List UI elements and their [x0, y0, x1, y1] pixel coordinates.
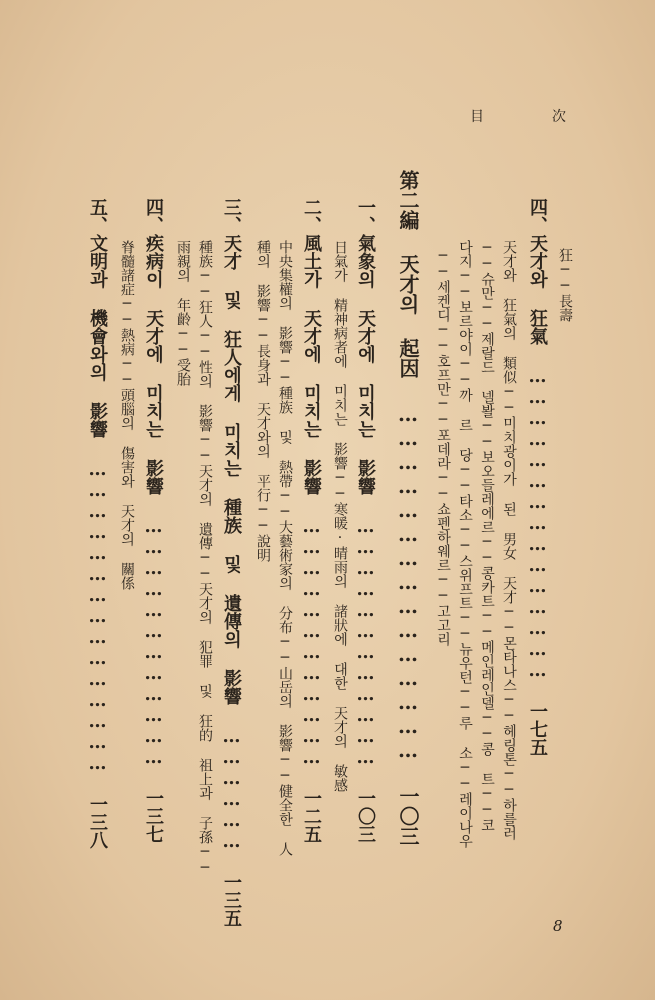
toc-line-11: 中央集權의 影響──種族 및 熱帶──大藝術家의 分布──山岳의 影響──健全한 人: [277, 240, 293, 856]
toc-section-4: 四、天才와 狂氣 ……………………………………… 一七五: [527, 198, 548, 756]
toc-line-14: 種族──狂人──性의 影響──天才의 遺傳──天才의 犯罪 및 狂的 祖上과 子孫──: [197, 240, 213, 876]
toc-line-1: 狂──長壽: [557, 248, 573, 322]
toc-line-17: 脊髓諸症──熱病──頭腦의 傷害와 天才의 關係: [119, 240, 135, 590]
page-number: 8: [553, 917, 563, 935]
toc-line-15: 雨親의 年齡──受胎: [175, 240, 191, 386]
toc-chapter-3: 三、天才 및 狂人에게 미치는 種族 및 遺傳의 影響 ……………… 一三五: [221, 198, 242, 927]
toc-chapter-4: 四、疾病이 天才에 미치는 影響 ……………………………… 一三七: [143, 198, 164, 843]
header-right: 次: [552, 109, 568, 125]
part-two-title: 第二編 天才의 起因 ……………………………………… 一〇三: [396, 170, 420, 846]
toc-line-6: ──세켄디──호프만──포데라──쇼펜하웨르──고고리: [435, 248, 451, 646]
toc-line-9: 日氣가 精神病者에 미치는 影響──寒暖·晴雨의 諸狀에 대한 天才의 敏感: [332, 240, 348, 792]
toc-chapter-5: 五、文明과 機會와의 影響 ……………………………………… 一三八: [87, 198, 108, 849]
header-left: 目: [470, 109, 486, 125]
toc-chapter-1: 一、氣象의 天才에 미치는 影響 ……………………………… 一〇三: [355, 198, 376, 843]
toc-line-5: 다지──보르야이──까 르 당──타소──스위프트──뉴우턴──루 소──레이나우: [457, 240, 473, 848]
page-header: [470, 106, 590, 126]
toc-line-3: 天才와 狂氣의 類似──미치광이가 된 男女 天才──몬타나스──헤링톤──하를러: [501, 240, 517, 840]
toc-line-12: 種의 影響──長身과 天才와의 平行──說明: [255, 240, 271, 562]
toc-line-4: ──슈만──제랄드 넬봘──보오들레에르──콩카트──메인레인델──콩 트──코: [479, 240, 495, 832]
toc-chapter-2: 二、風土가 天才에 미치는 影響 ……………………………… 一二五: [301, 198, 322, 843]
